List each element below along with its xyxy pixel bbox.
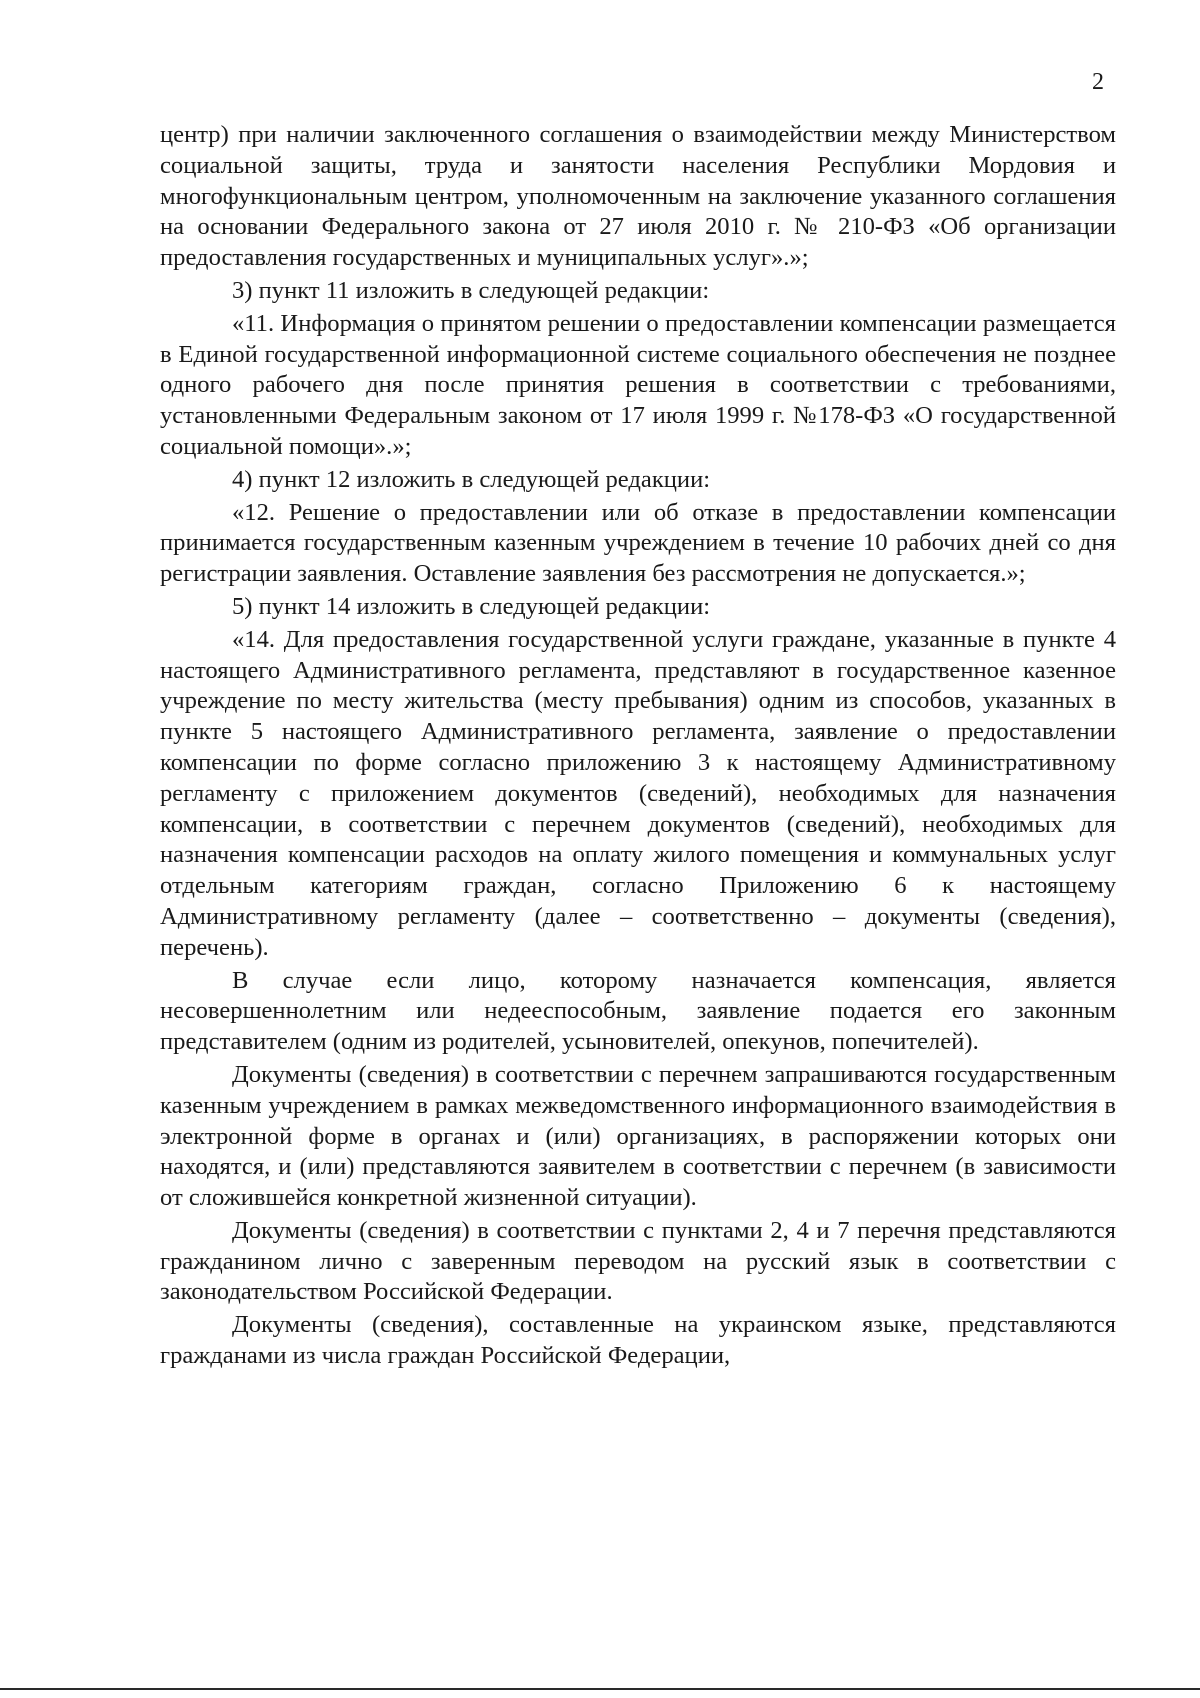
page-number: 2 — [1092, 69, 1104, 95]
document-body — [160, 120, 1116, 1372]
paragraph-minor-applicant: В случае если лицо, которому назначается компенсация, является несовершеннолетним или недееспособным, заявление подается его законным представителем (одним из родителей, усыновителей, опекунов, попечителей). — [160, 966, 1116, 1056]
paragraph-item-4: 4) пункт 12 изложить в следующей редакции: — [232, 465, 711, 493]
paragraph-clause-11: «11. Информация о принятом решении о предоставлении компенсации размещается в Единой государственной информационной системе социального обеспечения не позднее одного рабочего дня после принятия решения в соответствии с требованиями, установленными Федеральным законом от 17 июля 1999 г. №178-ФЗ «О государственной социальной помощи».»; — [160, 309, 1116, 460]
paragraph-mfc-agreement: центр) при наличии заключенного соглашения о взаимодействии между Министерством социальной защиты, труда и занятости населения Республики Мордовия и многофункциональным центром, уполномоченным на заключение указанного соглашения на основании Федерального закона от 27 июля 2010 г. № 210-ФЗ «Об организации предоставления государственных и муниципальных услуг».»; — [160, 121, 1116, 272]
paragraph-interagency-request: Документы (сведения) в соответствии с перечнем запрашиваются государственным казенным учреждением в рамках межведомственного информационного взаимодействия в электронной форме в органах и (или) организациях, в распоряжении которых они находятся, и (или) представляются заявителем в соответствии с перечнем (в зависимости от сложившейся конкретной жизненной ситуации). — [160, 1060, 1116, 1212]
paragraph-translation-requirement: Документы (сведения) в соответствии с пунктами 2, 4 и 7 перечня представляются гражданином лично с заверенным переводом на русский язык в соответствии с законодательством Российской Федерации. — [160, 1216, 1116, 1306]
paragraph-item-3: 3) пункт 11 изложить в следующей редакции: — [232, 276, 710, 304]
paragraph-ukrainian-documents: Документы (сведения), составленные на украинском языке, представляются гражданами из числа граждан Российской Федерации, — [160, 1311, 1116, 1370]
bottom-scan-edge — [0, 1688, 1200, 1690]
paragraph-clause-12: «12. Решение о предоставлении или об отказе в предоставлении компенсации принимается государственным казенным учреждением в течение 10 рабочих дней со дня регистрации заявления. Оставление заявления без рассмотрения не допускается.»; — [160, 498, 1116, 588]
paragraph-item-5: 5) пункт 14 изложить в следующей редакции: — [232, 592, 711, 620]
paragraph-clause-14: «14. Для предоставления государственной услуги граждане, указанные в пункте 4 настоящего Административного регламента, представляют в государственное казенное учреждение по месту жительства (месту пребывания) одним из способов, указанных в пункте 5 настоящего Административного регламента, заявление о предоставлении компенсации по форме согласно приложению 3 к настоящему Административному регламенту с приложением документов (сведений), необходимых для назначения компенсации, в соответствии с перечнем документов (сведений), необходимых для назначения компенсации расходов на оплату жилого помещения и коммунальных услуг отдельным категориям граждан, согласно Приложению 6 к настоящему Административному регламенту (далее – соответственно – документы (сведения), перечень). — [160, 625, 1116, 961]
